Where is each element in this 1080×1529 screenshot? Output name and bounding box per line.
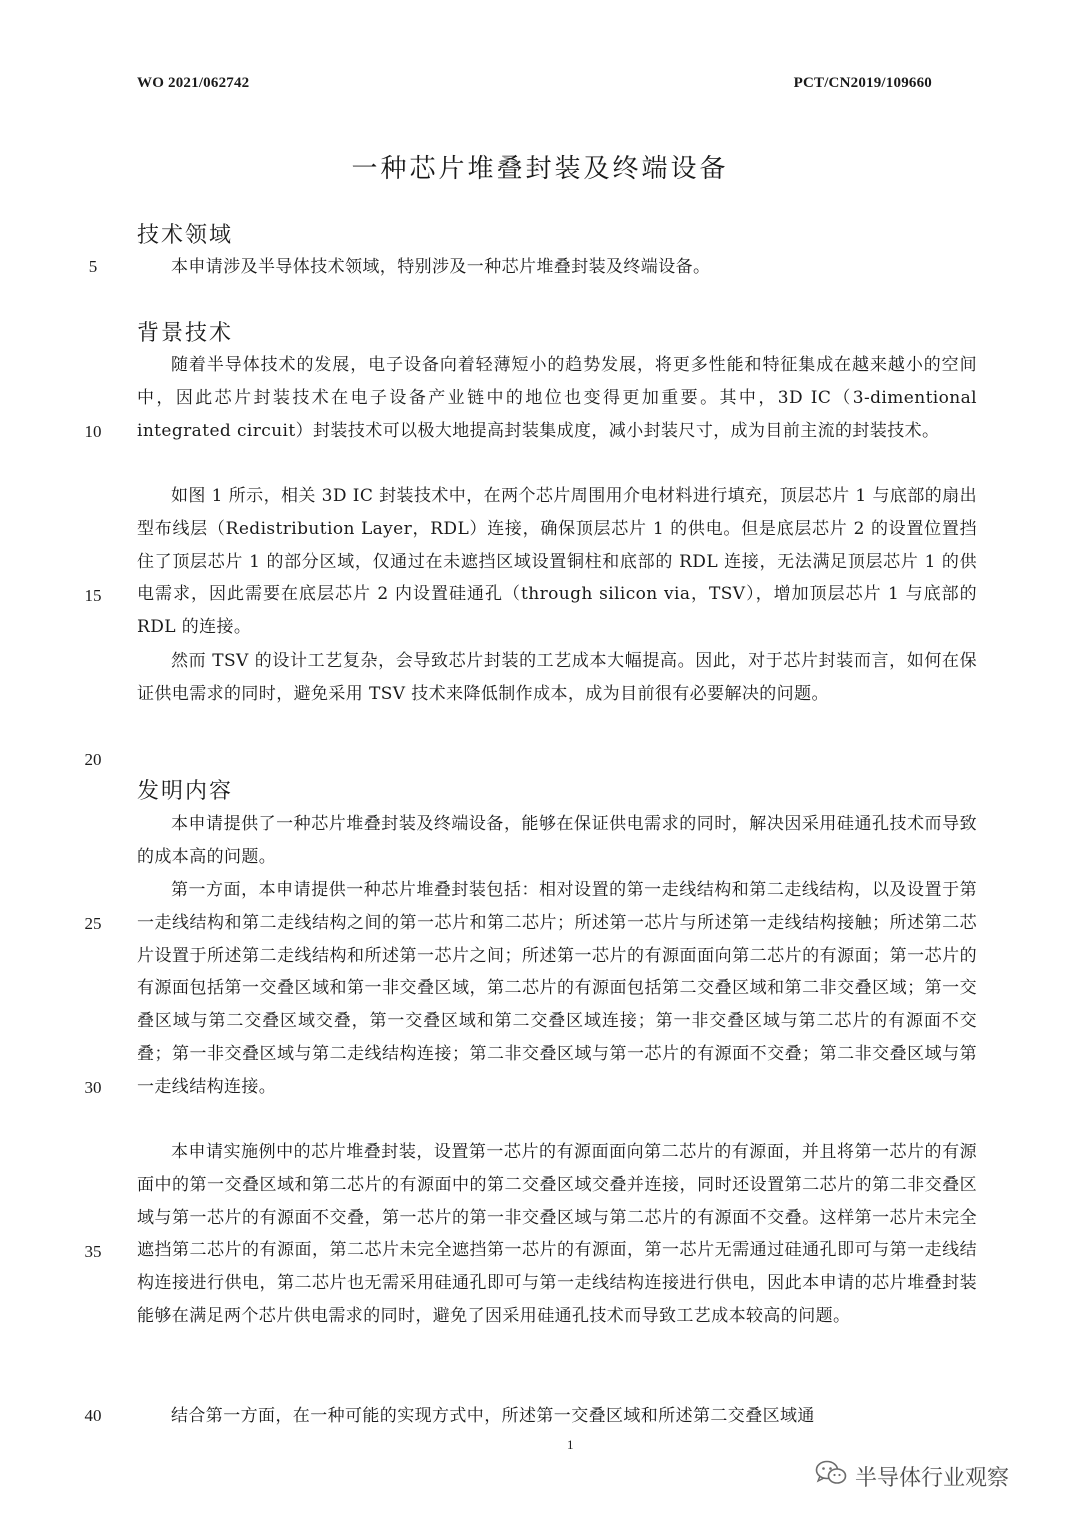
paragraph: 第一方面，本申请提供一种芯片堆叠封装包括：相对设置的第一走线结构和第二走线结构，以及设置于第一走线结构和第二走线结构之间的第一芯片和第二芯片；所述第一芯片与所述第一走线结构接触；所述第二芯片设置于所述第二走线结构和所述第一芯片之间；所述第一芯片的有源面面向第二芯片的有源面；第一芯片的有源面包括第一交叠区域和第一非交叠区域，第二芯片的有源面包括第二交叠区域和第二非交叠区域；第一交叠区域与第二交叠区域交叠，第一交叠区域和第二交叠区域连接；第一非交叠区域与第二芯片的有源面不交叠；第一非交叠区域与第二走线结构连接；第二非交叠区域与第一芯片的有源面不交叠；第二非交叠区域与第一走线结构连接。 (137, 880, 977, 1097)
section-heading-summary: 发明内容 (137, 779, 234, 804)
line-number: 15 (84, 586, 102, 605)
paragraph: 本申请提供了一种芯片堆叠封装及终端设备，能够在保证供电需求的同时，解决因采用硅通孔技术而导致的成本高的问题。 (137, 814, 977, 867)
paragraph: 本申请实施例中的芯片堆叠封装，设置第一芯片的有源面面向第二芯片的有源面，并且将第一芯片的有源面中的第一交叠区域和第二芯片的有源面中的第二交叠区域交叠并连接，同时还设置第二芯片的第二非交叠区域与第一芯片的有源面不交叠，第一芯片的第一非交叠区域与第二芯片的有源面不交叠。这样第一芯片未完全遮挡第二芯片的有源面，第二芯片未完全遮挡第一芯片的有源面，第一芯片无需通过硅通孔即可与第一走线结构连接进行供电，第二芯片也无需采用硅通孔即可与第一走线结构连接进行供电，因此本申请的芯片堆叠封装能够在满足两个芯片供电需求的同时，避免了因采用硅通孔技术而导致工艺成本较高的问题。 (137, 1142, 977, 1326)
section-heading-background: 背景技术 (137, 321, 234, 346)
page-number: 1 (567, 1437, 574, 1452)
paragraph: 结合第一方面，在一种可能的实现方式中，所述第一交叠区域和所述第二交叠区域通 (171, 1406, 815, 1426)
line-number: 30 (84, 1078, 102, 1097)
line-number: 35 (84, 1242, 102, 1261)
paragraph: 随着半导体技术的发展，电子设备向着轻薄短小的趋势发展，将更多性能和特征集成在越来越小的空间中，因此芯片封装技术在电子设备产业链中的地位也变得更加重要。其中，3D IC（3-dimentional integrated circuit）封装技术可以极大地提高封装集成度，减小封装尺寸，成为目前主流的封装技术。 (137, 355, 977, 441)
paragraph: 然而 TSV 的设计工艺复杂，会导致芯片封装的工艺成本大幅提高。因此，对于芯片封装而言，如何在保证供电需求的同时，避免采用 TSV 技术来降低制作成本，成为目前很有必要解决的问题。 (137, 651, 977, 704)
wechat-icon (815, 1459, 847, 1493)
paragraph: 本申请涉及半导体技术领域，特别涉及一种芯片堆叠封装及终端设备。 (171, 257, 711, 277)
application-number: PCT/CN2019/109660 (793, 75, 932, 91)
line-number: 5 (88, 257, 98, 276)
line-number: 20 (84, 750, 102, 769)
watermark-text: 半导体行业观察 (855, 1465, 1010, 1491)
line-number: 40 (84, 1406, 102, 1425)
line-number: 10 (84, 422, 102, 441)
watermark (815, 1459, 1009, 1493)
document-title: 一种芯片堆叠封装及终端设备 (351, 154, 729, 184)
section-heading-technical-field: 技术领域 (137, 223, 234, 248)
line-number: 25 (84, 914, 102, 933)
publication-number: WO 2021/062742 (137, 75, 250, 91)
paragraph: 如图 1 所示，相关 3D IC 封装技术中，在两个芯片周围用介电材料进行填充，顶层芯片 1 与底部的扇出型布线层（Redistribution Layer，RDL）连接，确保顶层芯片 1 的供电。但是底层芯片 2 的设置位置挡住了顶层芯片 1 的部分区域，仅通过在未遮挡区域设置铜柱和底部的 RDL 连接，无法满足顶层芯片 1 的供电需求，因此需要在底层芯片 2 内设置硅通孔（through silicon via，TSV），增加顶层芯片 1 与底部的 RDL 的连接。 (137, 486, 977, 638)
